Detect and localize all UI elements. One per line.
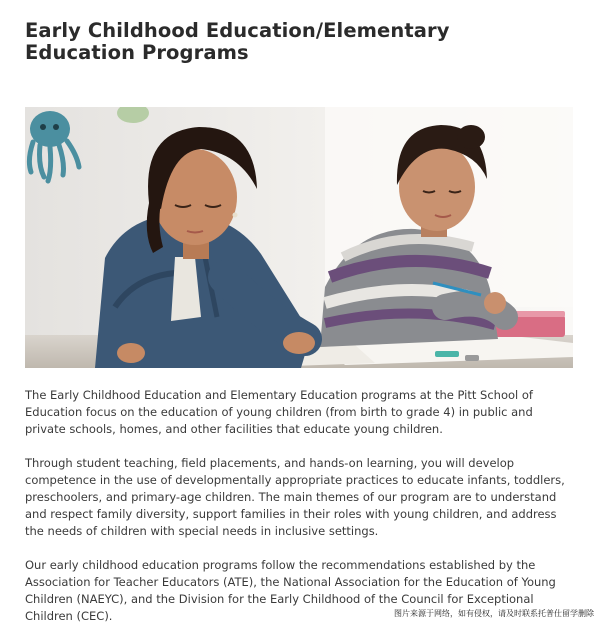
paragraph-recommendations: Our early childhood education programs follow the recommendations established by the Association for Teacher Educators (ATE), the National Association for the Education of Young Children (NAEYC), and the Division for the Early Childhood of the Council for Exceptional Children (CEC). [25,558,556,623]
page-title-line-2: Education Programs [25,41,249,64]
hero-image [25,107,573,368]
photo-children-writing-icon [25,107,573,368]
image-source-watermark: 图片来源于网络，如有侵权，请及时联系托普仕留学删除 [394,609,594,618]
page-title [25,0,573,64]
page-title-line-1: Early Childhood Education/Elementary [25,19,450,42]
paragraph-competence: Through student teaching, field placements, and hands-on learning, you will develop competence in the use of developmentally appropriate practices to educate infants, toddlers, preschoolers, and primary-age children. The main themes of our program are to understand and respect family diversity, support families in their roles with young children, and address the needs of children with special needs in inclusive settings. [25,456,565,538]
paragraph-intro: The Early Childhood Education and Elementary Education programs at the Pitt School of Education focus on the education of young children (from birth to grade 4) in public and private schools, homes, and other facilities that educate young children. [25,388,533,436]
body-text [25,387,573,628]
